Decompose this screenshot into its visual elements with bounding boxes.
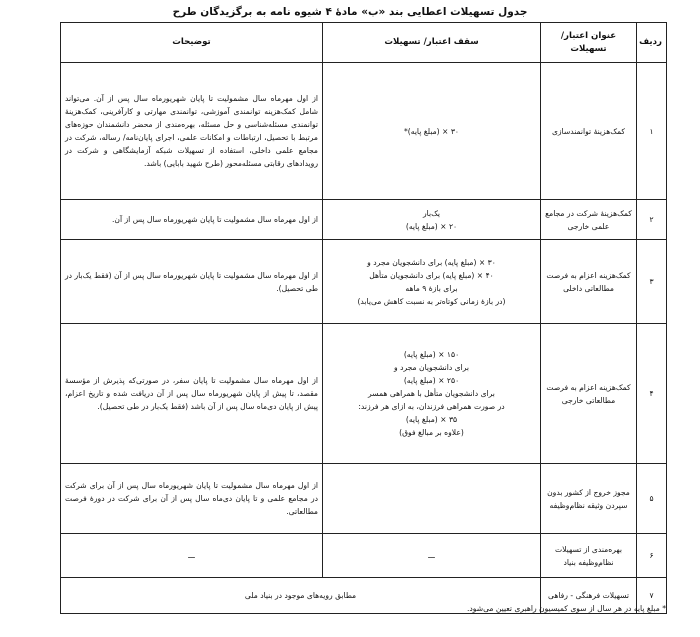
row-item-title: کمک‌هزینه اعزام به فرصت مطالعاتی داخلی	[541, 240, 637, 324]
row-number: ۴	[637, 324, 667, 464]
row-item-title: مجوز خروج از کشور بدون سپردن وثیقه نظام‌وظیفه	[541, 464, 637, 534]
row-item-title: کمک‌هزینه اعزام به فرصت مطالعاتی خارجی	[541, 324, 637, 464]
row-number: ۳	[637, 240, 667, 324]
table-row	[61, 464, 667, 534]
row-description: از اول مهرماه سال مشمولیت تا پایان سفر، در صورتی‌که پذیرش از مؤسسهٔ مقصد، تا پیش از پایان شهریورماه سال پس از آن دریافت شده و تاریخ اعزام، پیش از پایان دی‌ماه سال پس از آن باشد (فقط یک‌بار در طی تحصیل).	[61, 324, 323, 464]
row-description: ـــ	[61, 534, 323, 578]
row-cap: ـــ	[323, 534, 541, 578]
row-cap: ۳۰ × (مبلغ پایه)*	[323, 63, 541, 200]
table-title: جدول تسهیلات اعطایی بند «ب» مادهٔ ۴ شیوه نامه به برگزیدگان طرح	[172, 6, 528, 18]
row-description: از اول مهرماه سال مشمولیت تا پایان شهریورماه سال پس از آن برای شرکت در مجامع علمی و تا پایان دی‌ماه سال پس از آن برای شرکت در دورهٔ فرصت مطالعاتی.	[61, 464, 323, 534]
footnote: * مبلغ پایه در هر سال از سوی کمیسیون راهبری تعیین می‌شود.	[466, 604, 666, 613]
row-item-title: تسهیلات فرهنگی - رفاهی	[541, 578, 637, 614]
header-description: توضیحات	[61, 23, 323, 63]
row-number: ۶	[637, 534, 667, 578]
row-item-title: کمک‌هزینهٔ توانمندسازی	[541, 63, 637, 200]
row-description: از اول مهرماه سال مشمولیت تا پایان شهریورماه سال پس از آن.	[61, 200, 323, 240]
table-row	[61, 200, 667, 240]
table-row	[61, 324, 667, 464]
row-number: ۷	[637, 578, 667, 614]
row-description: از اول مهرماه سال مشمولیت تا پایان شهریورماه سال پس از آن (فقط یک‌بار در طی تحصیل).	[61, 240, 323, 324]
row-item-title: بهره‌مندی از تسهیلات نظام‌وظیفه بنیاد	[541, 534, 637, 578]
row-item-title: کمک‌هزینهٔ شرکت در مجامع علمی خارجی	[541, 200, 637, 240]
header-cap: سقف اعتبار/ تسهیلات	[323, 23, 541, 63]
row-number: ۱	[637, 63, 667, 200]
row-cap: ۱۵۰ × (مبلغ پایه) برای دانشجویان مجرد و ۲۵۰ × (مبلغ پایه) برای دانشجویان متأهل با همراهی همسر در صورت همراهی فرزندان، به ازای هر فرزند: ۳۵ × (مبلغ پایه) (علاوه بر مبالغ فوق)	[323, 324, 541, 464]
header-item-title: عنوان اعتبار/ تسهیلات	[541, 23, 637, 63]
row-cap: یک‌بار ۲۰ × (مبلغ پایه)	[323, 200, 541, 240]
row-merged-note: مطابق رویه‌های موجود در بنیاد ملی	[61, 578, 541, 614]
row-number: ۲	[637, 200, 667, 240]
row-cap: ۳۰ × (مبلغ پایه) برای دانشجویان مجرد و ۴۰ × (مبلغ پایه) برای دانشجویان متأهل برای بازهٔ ۹ ماهه (در بازهٔ زمانی کوتاه‌تر به نسبت کاهش می‌یابد)	[323, 240, 541, 324]
table-row	[61, 63, 667, 200]
row-cap	[323, 464, 541, 534]
table-row	[61, 240, 667, 324]
facilities-table	[60, 22, 667, 614]
header-row-number: ردیف	[637, 23, 667, 63]
row-description: از اول مهرماه سال مشمولیت تا پایان شهریورماه سال پس از آن. می‌تواند شامل کمک‌هزینه توانمندی آموزشی، توانمندی مهارتی و کارآفرینی، کمک‌هزینهٔ توانمندی مسئله‌شناسی و حل مسئله، بهره‌مندی از محضر دانشمندان حوزه‌های مرتبط با تحصیل، ارتباطات و امکانات علمی، اجرای پایان‌نامه/ رساله، شرکت در مجامع علمی داخلی، استفاده از تسهیلات شبکه آزمایشگاهی و شرکت در رویدادهای رقابتی مسئله‌محور (طرح شهید بابایی) باشد.	[61, 63, 323, 200]
table-row	[61, 534, 667, 578]
row-number: ۵	[637, 464, 667, 534]
